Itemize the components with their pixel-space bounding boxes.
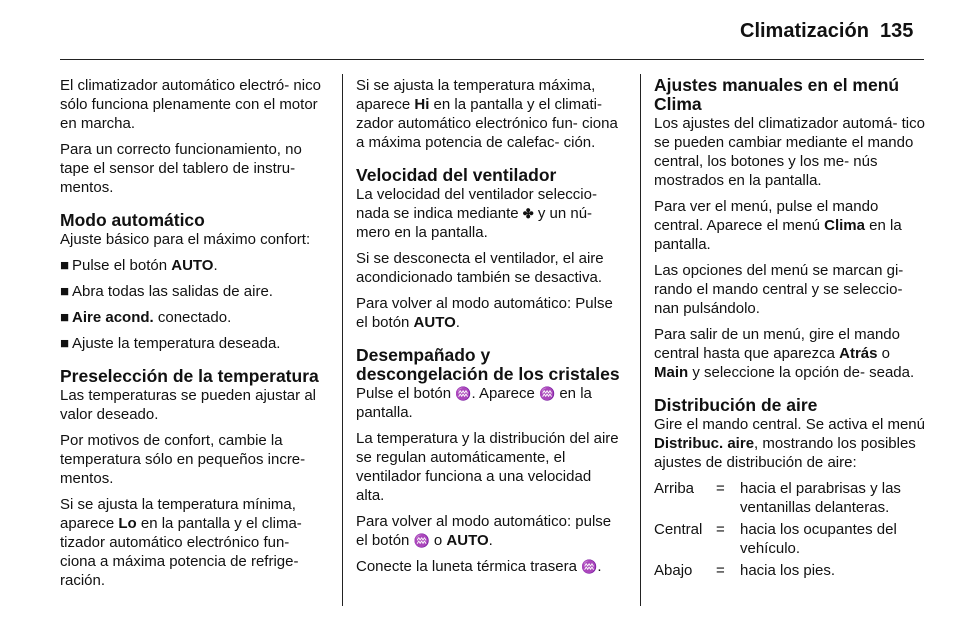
paragraph: Las opciones del menú se marcan gi- rando el mando central y se seleccio- nan pulsándolo. (654, 262, 904, 317)
header-rule (60, 59, 924, 60)
paragraph: Para un correcto funcionamiento, no tape el sensor del tablero de instru- mentos. (60, 141, 302, 196)
paragraph: Por motivos de confort, cambie la temperatura sólo en pequeños incre- mentos. (60, 432, 306, 487)
distribution-table (654, 479, 926, 583)
paragraph: Para salir de un menú, gire el mando central hasta que aparezca Atrás o Main y seleccione la opción de- seada. (654, 326, 915, 381)
section-title: Climatización (740, 20, 869, 42)
fan-icon: ✤ (522, 206, 534, 221)
windscreen-defrost-icon: ♒ (413, 533, 430, 548)
paragraph: Ajuste básico para el máximo confort: (60, 231, 311, 248)
rear-window-heater-icon: ♒ (581, 559, 598, 574)
heading-fan-speed: Velocidad del ventilador (356, 165, 557, 185)
list-item: ■ Abra todas las salidas de aire. (60, 283, 273, 300)
heading-air-distribution: Distribución de aire (654, 395, 818, 415)
paragraph: La velocidad del ventilador seleccio- nada se indica mediante ✤ y un nú- mero en la pantalla. (356, 186, 597, 241)
paragraph: Los ajustes del climatizador automá- tico se pueden cambiar mediante el mando central, los botones y los me- nús mostrados en la pantalla. (654, 115, 925, 189)
column-divider (640, 74, 641, 606)
paragraph: Para ver el menú, pulse el mando central. Aparece el menú Clima en la pantalla. (654, 198, 902, 253)
paragraph: Conecte la luneta térmica trasera ♒. (356, 558, 602, 575)
paragraph: Gire el mando central. Se activa el menú Distribuc. aire, mostrando los posibles ajustes de distribución de aire: (654, 416, 925, 471)
column-divider (342, 74, 343, 606)
windscreen-defrost-icon: ♒ (538, 386, 556, 401)
heading-auto-mode: Modo automático (60, 210, 205, 230)
column-2 (356, 76, 622, 583)
page-number: 135 (880, 20, 914, 42)
paragraph: La temperatura y la distribución del aire se regulan automáticamente, el ventilador funciona a una velocidad alta. (356, 430, 619, 504)
bullet-icon: ■ (60, 283, 70, 300)
bullet-icon: ■ (60, 257, 70, 274)
list-item: ■ Ajuste la temperatura deseada. (60, 335, 281, 352)
heading-temperature-preselection: Preselección de la temperatura (60, 366, 319, 386)
paragraph: Para volver al modo automático: Pulse el botón AUTO. (356, 295, 613, 331)
table-row: Arriba = hacia el parabrisas y las ventanillas delanteras. (654, 480, 901, 516)
paragraph: Si se desconecta el ventilador, el aire acondicionado también se desactiva. (356, 250, 604, 286)
table-row: Central = hacia los ocupantes del vehículo. (654, 521, 897, 557)
windscreen-defrost-icon: ♒ (455, 386, 472, 401)
paragraph: El climatizador automático electró- nico sólo funciona plenamente con el motor en marcha. (60, 77, 321, 132)
bullet-icon: ■ (60, 309, 70, 326)
paragraph: Si se ajusta la temperatura mínima, aparece Lo en la pantalla y el clima- tizador automático electrónico fun- ciona a máxima potencia de refrige- ración. (60, 496, 302, 589)
bullet-icon: ■ (60, 335, 70, 352)
paragraph: Si se ajusta la temperatura máxima, aparece Hi en la pantalla y el climati- zador automático electrónico fun- ciona a máxima potencia de calefac- ción. (356, 77, 618, 151)
bullet-list (60, 256, 328, 353)
heading-manual-settings: Ajustes manuales en el menú Clima (654, 75, 900, 114)
column-3 (654, 76, 926, 583)
column-1 (60, 76, 328, 597)
list-item: ■ Pulse el botón AUTO. (60, 257, 218, 274)
list-item: ■ Aire acond. conectado. (60, 309, 232, 326)
paragraph: Las temperaturas se pueden ajustar al valor deseado. (60, 387, 316, 423)
heading-defog: Desempañado y descongelación de los cristales (356, 345, 620, 384)
paragraph: Pulse el botón ♒. Aparece ♒ en la pantalla. (356, 385, 592, 421)
table-row: Abajo = hacia los pies. (654, 562, 836, 579)
paragraph: Para volver al modo automático: pulse el botón ♒ o AUTO. (356, 513, 612, 549)
